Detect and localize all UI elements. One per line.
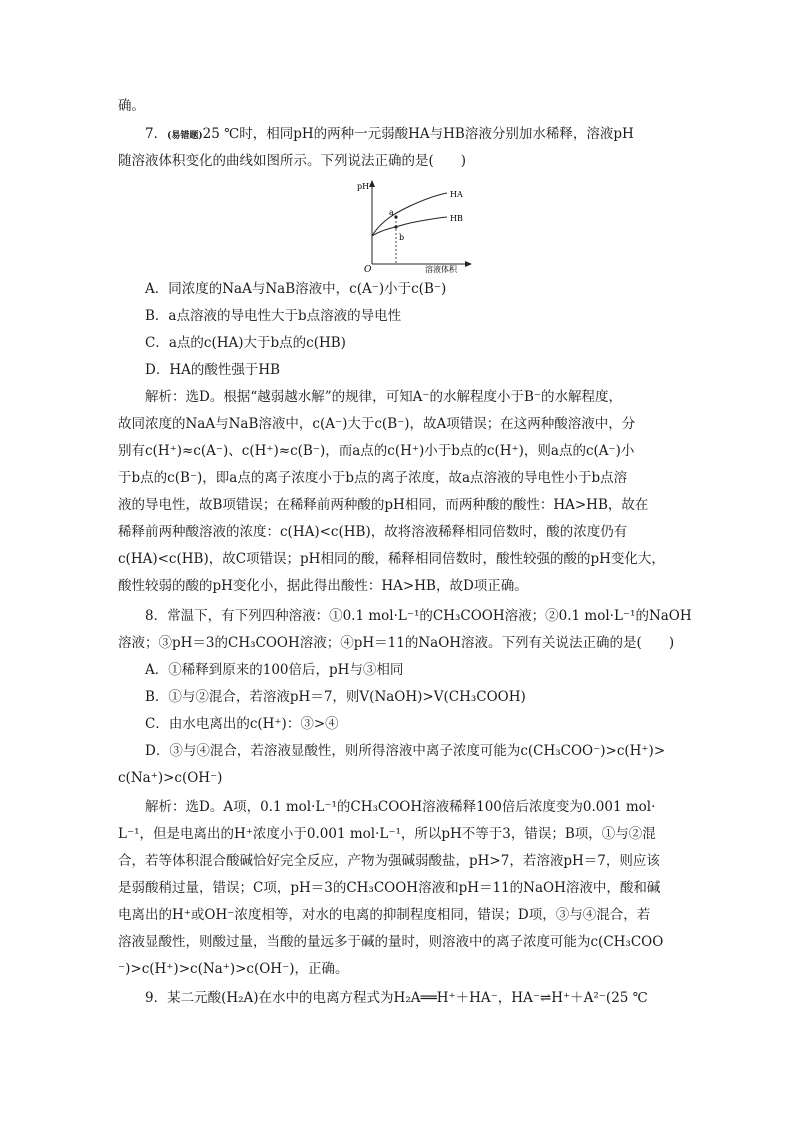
x-axis-arrow [465,261,472,267]
option-a: A．同浓度的NaA与NaB溶液中，c(A⁻)小于c(B⁻) [145,281,447,297]
x-axis-label: 溶液体积 [425,265,457,273]
y-axis-arrow [369,180,375,187]
explanation-line: 酸性较弱的酸的pH变化小，据此得出酸性：HA>HB，故D项正确。 [118,578,528,594]
option-c: C．由水电离出的c(H⁺)：③>④ [145,716,339,732]
explanation-line: c(HA)<c(HB)，故C项错误；pH相同的酸，稀释相同倍数时，酸性较强的酸的pH变化大， [118,551,665,567]
text-line: 随溶液体积变化的曲线如图所示。下列说法正确的是( ) [118,153,467,169]
text-line: 确。 [118,98,145,114]
option-b: B．a点溶液的导电性大于b点溶液的导电性 [145,308,402,324]
option-b: B．①与②混合，若溶液pH＝7，则V(NaOH)>V(CH₃COOH) [145,689,526,705]
explanation-line: 别有c(H⁺)≈c(A⁻)、c(H⁺)≈c(B⁻)，而a点的c(H⁺)小于b点的c(H⁺)，则a点的c(A⁻)小 [118,443,635,459]
explanation-line: 稀释前两种酸溶液的浓度：c(HA)<c(HB)，故将溶液稀释相同倍数时，酸的浓度仍有 [118,524,628,540]
option-a: A．①稀释到原来的100倍后，pH与③相同 [145,662,404,678]
point-b-label: b [399,233,405,242]
question-7-line [145,124,634,146]
origin-label: O [364,265,372,273]
curve-hb [372,217,447,236]
explanation-line: 故同浓度的NaA与NaB溶液中，c(A⁻)大于c(B⁻)，故A项错误；在这两种酸溶液中，分 [118,416,636,432]
explanation-line: 解析：选D。根据“越弱越水解”的规律，可知A⁻的水解程度小于B⁻的水解程度， [145,389,623,405]
ph-dilution-figure [355,178,480,273]
explanation-line: 是弱酸稍过量，错误；C项，pH＝3的CH₃COOH溶液和pH＝11的NaOH溶液中，酸和碱 [118,880,661,896]
question-text: 25 ℃时，相同pH的两种一元弱酸HA与HB溶液分别加水稀释，溶液pH [202,126,634,142]
question-8-line: 8．常温下，有下列四种溶液：①0.1 mol·L⁻¹的CH₃COOH溶液；②0.1 mol·L⁻¹的NaOH [145,608,692,624]
explanation-line: ⁻)>c(H⁺)>c(Na⁺)>c(OH⁻)，正确。 [118,961,349,977]
explanation-line: 液的导电性，故B项错误；在稀释前两种酸的pH相同，而两种酸的酸性：HA>HB，故在 [118,497,649,513]
explanation-line: 溶液显酸性，则酸过量，当酸的量远多于碱的量时，则溶液中的离子浓度可能为c(CH₃COO [118,934,664,950]
difficulty-tag: (易错题) [167,131,203,141]
text-line: 溶液；③pH＝3的CH₃COOH溶液；④pH＝11的NaOH溶液。下列有关说法正确的是( ) [118,635,675,651]
explanation-line: 电离出的H⁺或OH⁻浓度相等，对水的电离的抑制程度相同，错误；D项，③与④混合，若 [118,907,651,923]
explanation-line: L⁻¹，但是电离出的H⁺浓度小于0.001 mol·L⁻¹，所以pH不等于3，错误；B项，①与②混 [118,826,656,842]
question-9-line: 9．某二元酸(H₂A)在水中的电离方程式为H₂A══H⁺＋HA⁻，HA⁻⇌H⁺＋A²⁻(25 ℃ [145,990,648,1006]
explanation-line: 解析：选D。A项，0.1 mol·L⁻¹的CH₃COOH溶液稀释100倍后浓度变为0.001 mol· [145,799,656,815]
curve-ha [372,193,447,236]
option-d: D．HA的酸性强于HB [145,362,281,378]
explanation-line: 合，若等体积混合酸碱恰好完全反应，产物为强碱弱酸盐，pH>7，若溶液pH＝7，则应该 [118,853,660,869]
point-b-marker [394,225,397,228]
option-c: C．a点的c(HA)大于b点的c(HB) [145,335,346,351]
point-a-label: a [389,208,394,217]
y-axis-label: pH [357,182,370,191]
point-a-marker [394,215,397,218]
option-d: D．③与④混合，若溶液显酸性，则所得溶液中离子浓度可能为c(CH₃COO⁻)>c(H⁺)> [145,743,666,759]
explanation-line: 于b点的c(B⁻)，即a点的离子浓度小于b点的离子浓度，故a点溶液的导电性小于b点溶 [118,470,628,486]
question-number: 7． [145,126,168,142]
curve-ha-label: HA [450,190,463,199]
text-line: c(Na⁺)>c(OH⁻) [118,770,223,786]
curve-hb-label: HB [450,214,463,223]
